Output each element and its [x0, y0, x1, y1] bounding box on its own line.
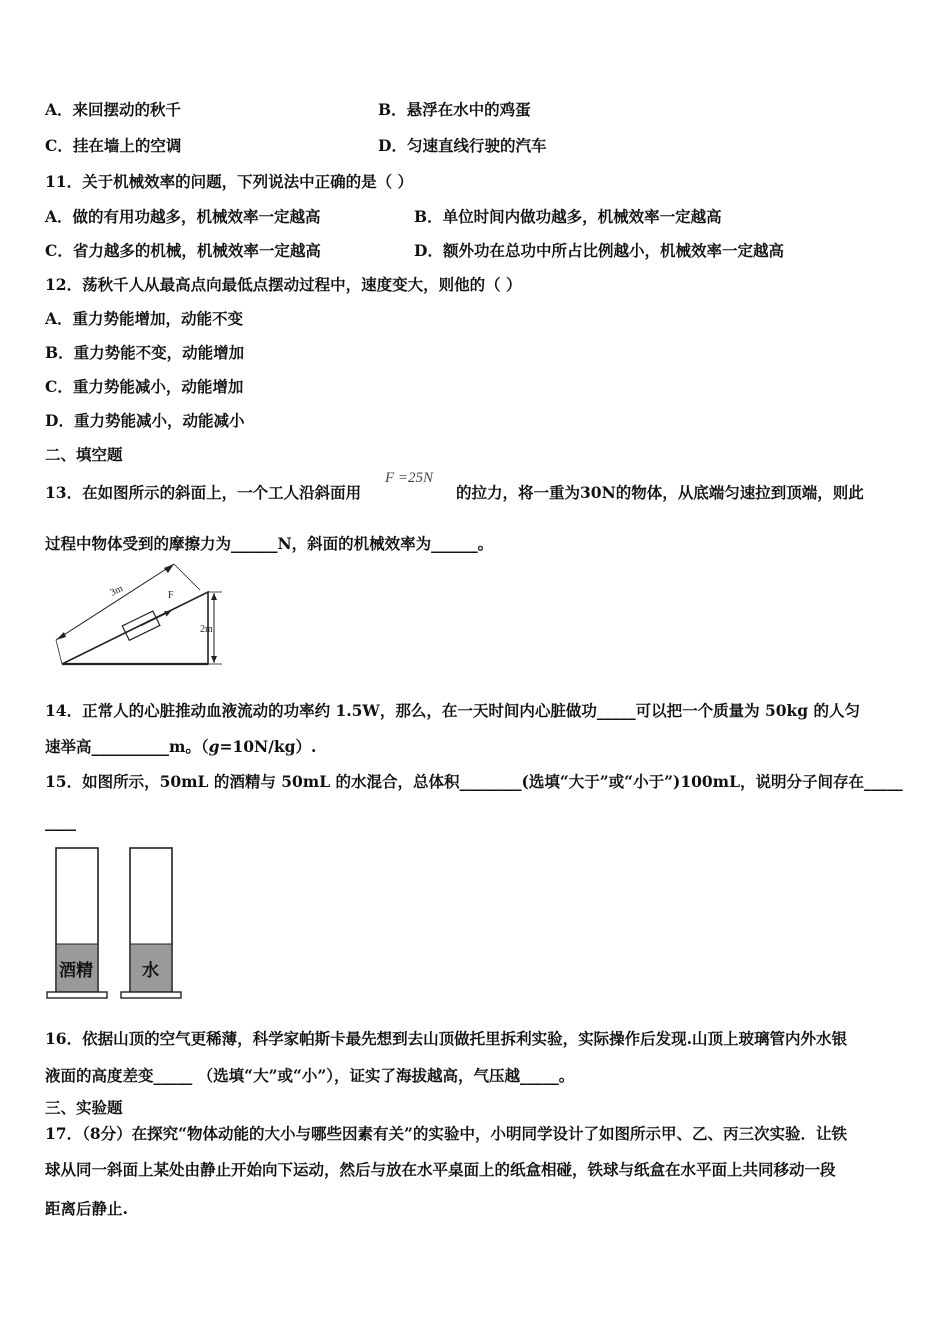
q11-option-d: D．额外功在总功中所占比例越小，机械效率一定越高 [414, 241, 784, 260]
q15-line1: 15．如图所示，50mL 的酒精与 50mL 的水混合，总体积________(选填“大于”或“小于”)100mL，说明分子间存在_____ [45, 772, 903, 791]
q13-line2: 过程中物体受到的摩擦力为______N，斜面的机械效率为______。 [45, 534, 494, 553]
q16-line2: 液面的高度差变_____ （选填“大”或“小”），证实了海拔越高，气压越_____。 [45, 1066, 575, 1085]
incline-length-label: 3m [108, 583, 125, 599]
q13-stem-part1: 13．在如图所示的斜面上，一个工人沿斜面用 [45, 483, 362, 502]
q10-option-d: D．匀速直线行驶的汽车 [378, 136, 547, 155]
q10-option-b: B．悬浮在水中的鸡蛋 [378, 100, 531, 119]
section-fill-in-heading: 二、填空题 [45, 445, 123, 464]
height-label: 2m [200, 624, 213, 635]
q12-option-c: C．重力势能减小，动能增加 [45, 377, 244, 396]
q12-option-a: A．重力势能增加，动能不变 [45, 309, 244, 328]
q11-stem: 11．关于机械效率的问题，下列说法中正确的是（ ） [45, 172, 413, 191]
water-label: 水 [142, 961, 159, 981]
incline-figure [50, 560, 230, 672]
cylinders-figure [46, 846, 186, 1002]
q11-option-a: A．做的有用功越多，机械效率一定越高 [45, 207, 321, 226]
q13-stem-part2: 的拉力，将一重为30N的物体，从底端匀速拉到顶端，则此 [456, 483, 864, 502]
q17-line3: 距离后静止. [45, 1199, 128, 1218]
q10-option-c: C．挂在墙上的空调 [45, 136, 182, 155]
q14-line2 [45, 737, 316, 757]
force-label: F [168, 590, 174, 601]
alcohol-label: 酒精 [59, 961, 93, 981]
q17-line1: 17．（8分）在探究“物体动能的大小与哪些因素有关”的实验中，小明同学设计了如图所示甲、乙、丙三次实验．让铁 [45, 1124, 847, 1143]
q12-option-b: B．重力势能不变，动能增加 [45, 343, 245, 362]
q12-stem: 12．荡秋千人从最高点向最低点摆动过程中，速度变大，则他的（ ） [45, 275, 522, 294]
q11-option-c: C．省力越多的机械，机械效率一定越高 [45, 241, 321, 260]
q10-option-a: A．来回摆动的秋千 [45, 100, 182, 119]
q14-line2-start: 速举高__________m。（ [45, 737, 209, 756]
q16-line1: 16．依据山顶的空气更稀薄，科学家帕斯卡最先想到去山顶做托里拆利实验，实际操作后发现.山顶上玻璃管内外水银 [45, 1029, 847, 1048]
q11-option-b: B．单位时间内做功越多，机械效率一定越高 [414, 207, 722, 226]
q14-g-symbol: g [208, 737, 220, 756]
incline-triangle [62, 592, 208, 664]
q12-option-d: D．重力势能减小，动能减小 [45, 411, 245, 430]
q13-formula: F =25N [385, 470, 434, 486]
q14-line2-end: =10N/kg）. [219, 737, 317, 756]
q17-line2: 球从同一斜面上某处由静止开始向下运动，然后与放在水平桌面上的纸盒相碰，铁球与纸盒在水平面上共同移动一段 [45, 1160, 836, 1179]
section-experiment-heading: 三、实验题 [45, 1098, 123, 1117]
q15-line2: ____ [45, 812, 76, 831]
q14-line1: 14．正常人的心脏推动血液流动的功率约 1.5W，那么，在一天时间内心脏做功_____可以把一个质量为 50kg 的人匀 [45, 701, 861, 720]
